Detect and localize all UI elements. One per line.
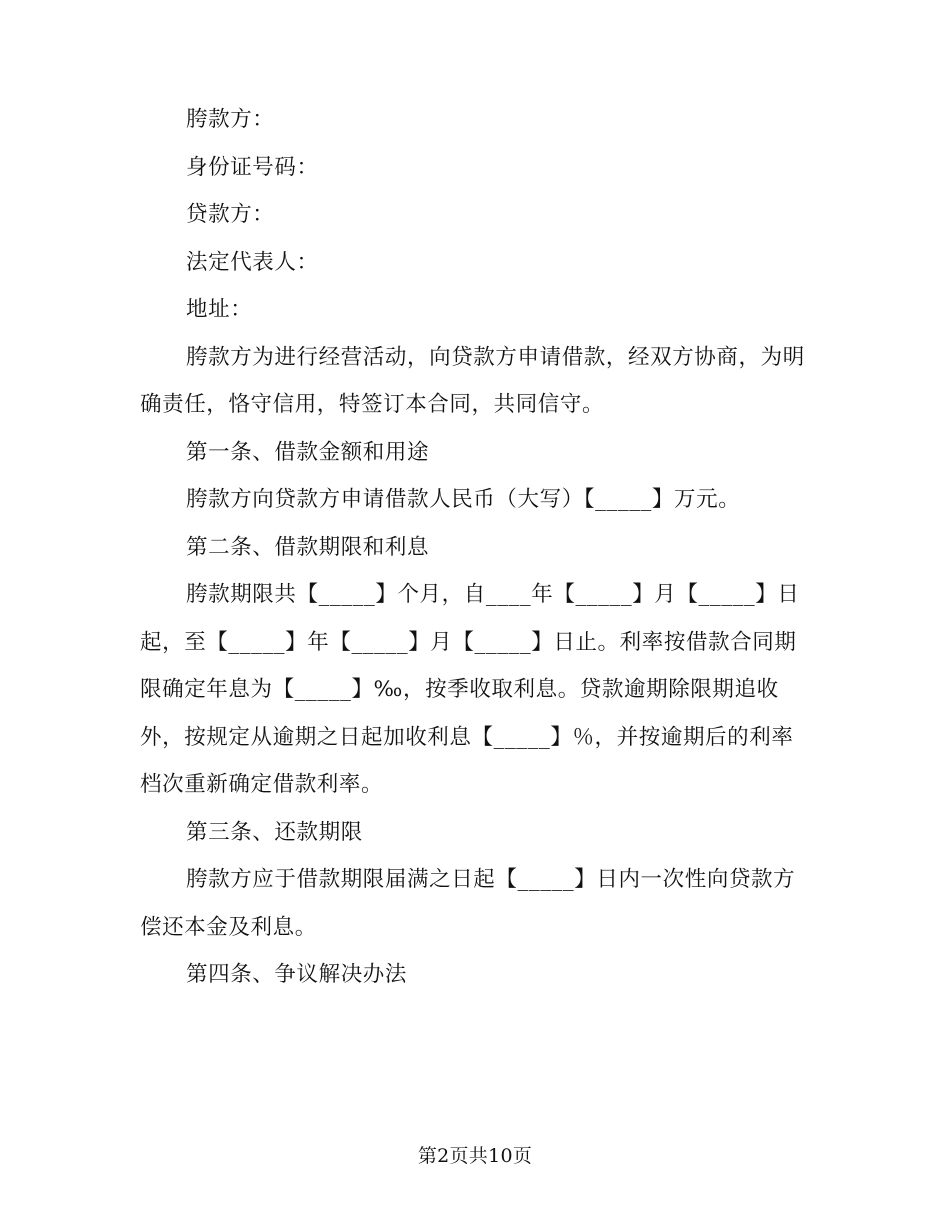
borrower-label: 胯款方： (186, 107, 275, 132)
article-3-body: 胯款方应于借款期限届满之日起【_____】日内一次性向贷款方偿还本金及利息。 (140, 867, 796, 940)
document-body (140, 96, 810, 999)
legal-representative-label: 法定代表人： (186, 249, 319, 275)
article-4-heading: 第四条、争议解决办法 (186, 962, 408, 987)
id-number-label: 身份证号码： (186, 154, 319, 180)
preamble-paragraph: 胯款方为进行经营活动，向贷款方申请借款，经双方协商，为明确责任，恪守信用，特签订本合同，共同信守。 (140, 344, 805, 417)
article-1-heading: 第一条、借款金额和用途 (186, 439, 430, 465)
article-3-heading: 第三条、还款期限 (186, 819, 363, 845)
page-number-footer: 第2页共10页 (417, 1145, 533, 1167)
article-1-body: 胯款方向贷款方申请借款人民币（大写）【_____】万元。 (186, 487, 741, 512)
article-2-heading: 第二条、借款期限和利息 (186, 534, 430, 560)
address-label: 地址： (186, 297, 253, 322)
article-2-body: 胯款期限共【_____】个月，自____年【_____】月【_____】日起，至【_____】年【_____】月【_____】日止。利率按借款合同期限确定年息为【_____】‰，按季收取利息。贷款逾期除限期追收外，按规定从逾期之日起加收利息【_____】％，并按逾期后的利率档次重新确定借款利率。 (140, 582, 800, 797)
lender-label: 贷款方： (186, 202, 275, 227)
